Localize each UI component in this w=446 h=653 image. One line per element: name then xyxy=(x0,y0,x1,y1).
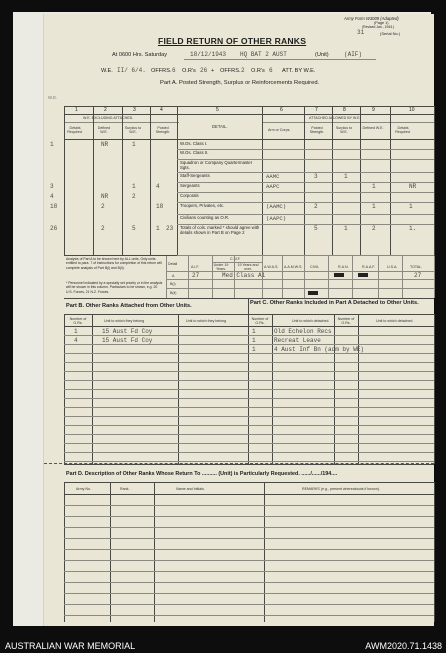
column-number: 1 xyxy=(75,107,78,113)
head-posted-strength: Posted Strength. xyxy=(155,126,171,134)
posted-strength-value: 18 xyxy=(156,203,164,210)
column-number: 8 xyxy=(343,107,346,113)
margin-figure: 4 xyxy=(50,193,54,200)
column-number: 2 xyxy=(104,107,107,113)
group-we-excluding: W.E. EXCLUDING ATTACHED. xyxy=(83,116,134,120)
surplus-value: 1 xyxy=(132,183,136,190)
margin-figure: 18 xyxy=(50,203,58,210)
detail-label: Troopers, Privates, etc. xyxy=(180,203,225,208)
defined-we-value: 2 xyxy=(101,225,105,232)
part-b-number-2: 4 xyxy=(74,337,78,344)
part-c-number-3: 1 xyxy=(252,346,256,353)
head-details-required: Details Required. xyxy=(67,126,83,134)
head-details-required-2: Details Required. xyxy=(395,126,411,134)
ors-label-2: O.R's xyxy=(251,68,265,74)
footer-source: AUSTRALIAN WAR MEMORIAL xyxy=(5,641,136,651)
analysis-row-b2: B(ii) xyxy=(170,291,177,295)
part-b-number-1: 1 xyxy=(74,328,78,335)
part-c-number-2: 1 xyxy=(252,337,256,344)
analysis-row-a: A xyxy=(172,274,175,278)
margin-figure: 3 xyxy=(50,183,54,190)
we-value: II/ 6/4. xyxy=(117,67,146,74)
we-margin-mark: W.E. xyxy=(48,95,58,100)
part-c-number-1: 1 xyxy=(252,328,256,335)
head-surplus: Surplus to W.E. xyxy=(124,126,142,134)
unit-name: HQ BAT 2 AUST xyxy=(240,51,287,58)
head-under-19: Under 19 Years. xyxy=(213,263,229,271)
part-b-unit-1: 15 Aust Fd Coy xyxy=(102,328,153,335)
head-usa: U.S.A. xyxy=(387,265,398,269)
part-c-head-unit: Unit to which detached. xyxy=(292,319,330,323)
ors-value-1: 26 xyxy=(200,67,208,74)
margin-figure: 1 xyxy=(50,141,54,148)
ors-value-2: 6 xyxy=(269,67,273,74)
detail-label: Sergeants xyxy=(180,183,200,188)
column-number: 7 xyxy=(315,107,318,113)
raaf-blackout-mark xyxy=(358,273,368,277)
attached-defined-value: 1 xyxy=(372,203,376,210)
part-b-head-unit-2: Unit to which they belong xyxy=(186,319,227,323)
group-attached: ATTACHED ALLOWED BY W.E. xyxy=(309,116,361,120)
head-total: TOTAL. xyxy=(410,265,423,269)
defined-we-value: NR xyxy=(101,141,109,148)
head-19-over: 19 Years and over. xyxy=(237,263,259,271)
attached-defined-value: 2 xyxy=(372,225,376,232)
part-c-title: Part C. Other Ranks Included in Part A Detached to Other Units. xyxy=(250,300,419,306)
analysis-detail-label: Detail xyxy=(168,262,178,266)
posted-strength-value: 1 xyxy=(156,225,160,232)
part-d-head-name: Name and Initials. xyxy=(176,487,205,491)
part-c-head-number: Number of O.Rs. xyxy=(251,317,269,325)
part-b-head-number: Number of O.Rs. xyxy=(69,317,87,325)
column-number: 3 xyxy=(133,107,136,113)
attached-posted-value: 5 xyxy=(314,225,318,232)
form-paper: Army Form W3009 (Adapted) (Page 1) (Revised Jan., 1943.) 31 (Serial No.) FIELD RETURN OF OTHER RANKS At 0600 Hrs. Saturday 18/12/1943 HQ BAT 2 AUST (Unit) (AIF) W.E. II/ 6/4. OFFRS. 6 O.R's 26 + OFFRS. 2 O.R's 6 ATT. BY W.E. Part A. Posted Strength, Surplus or Reinforcements Required. W.E. W.E. EXCLUDING ATTACHED. ATTACHED ALLOWED BY W.E. Details Required. Defined W.E. Surplus to W.E. Posted Strength. DETAIL. Arm or Corps. Posted Strength. Surplus to W.E. Defined W.E. Details Required. Analysis of Part A to be shown here by ALL units. Only units entitled to para. 7 of instructions for completion of this return will complete analysis of Part B(i) and B(ii). * Personnel indicated by a specially set priority or in the analysis will be shown in this column. Particulars to be shown, e.g. 20 U.S. Forces, 21 N.Z. Forces. Detail C.M.F. A.I.F. Under 19 Years. 19 Years and over. A.W.A.S. A.A.M.W.S. CIVIL R.A.N. R.A.A.F. U.S.A. TOTAL. A 27 Med Class A1 27 B(i) B(ii) Part B. Other Ranks Attached from Other Units. Part C. Other Ranks Included in Part A Detached to Other Units. Number of O.Rs. Unit to which they belong Unit to which they belong Number of O.Rs. Unit to which detached. Number of O.Rs. Unit to which detached. 1 15 Aust Fd Coy 4 15 Aust Fd Coy 1 Old Echelon Recs 1 Recreat Leave 1 4 Aust Inf Bn (adm by WE) Part D. Description of Other Ranks Whose Return To .......... (Unit) is Particularly Requested. ....../....../194.... Army No. Rank. Name and Initials. REMARKS (e.g., present whereabouts if known). 1 2 3 4 5 6 7 8 9 10 W.Os. Class I. 1 NR 1 W.Os. Class II. Squadron or Company Quartermaster Sgts. Staff-Sergeants AAMC 3 1 Sergeants 3 1 4 AAPC 1 NR Corporals 4 NR 2 Troopers, Privates, etc. 18 2 18 (AAMC) 2 1 1 Civilians counting as O.R. (AAPC) Totals of cols. marked * should agree with details shown in Part B on Page 2 26 2 5 1 23 5 1 2 1. xyxy=(44,14,434,626)
surplus-value: 5 xyxy=(132,225,136,232)
form-title: FIELD RETURN OF OTHER RANKS xyxy=(158,36,307,46)
head-posted-strength-2: Posted Strength. xyxy=(309,126,325,134)
unit-suffix: (AIF) xyxy=(344,51,363,58)
part-c-head-number-2: Number of O.Rs. xyxy=(337,317,355,325)
surplus-value: 2 xyxy=(132,193,136,200)
footer-bar xyxy=(0,639,446,653)
part-d-head-remarks: REMARKS (e.g., present whereabouts if known). xyxy=(302,487,380,491)
detail-label: Civilians counting as O.R. xyxy=(180,215,230,220)
attached-required-value: 1. xyxy=(409,225,417,232)
form-revised: (Revised Jan., 1943.) xyxy=(362,25,395,29)
detail-label: Squadron or Company Quartermaster Sgts. xyxy=(180,160,253,170)
part-b-title: Part B. Other Ranks Attached from Other Units. xyxy=(66,303,192,309)
analysis-note: Analysis of Part A to be shown here by ALL units. Only units entitled to para. 7 of instructions for completion of this return will complete analysis of Part B(i) and B(ii). xyxy=(66,257,162,270)
part-d-head-rank: Rank. xyxy=(120,487,130,491)
offrs-label-2: OFFRS. xyxy=(220,68,241,74)
head-ran: R.A.N. xyxy=(338,265,349,269)
column-number: 10 xyxy=(409,107,415,113)
we-label: W.E. xyxy=(101,68,113,74)
part-c-head-unit-2: Unit to which detached. xyxy=(376,319,414,323)
posted-strength-total: 23 xyxy=(166,225,174,232)
detail-label: W.Os. Class I. xyxy=(180,141,208,146)
arm-corps-value: AAPC xyxy=(266,183,280,190)
civil-blackout-mark xyxy=(308,291,318,295)
head-defined-we: Defined W.E. xyxy=(97,126,111,134)
part-c-unit-2: Recreat Leave xyxy=(274,337,321,344)
arm-corps-value: AAMC xyxy=(266,173,280,180)
head-aamws: A.A.M.W.S. xyxy=(284,265,303,269)
part-d-head-army-no: Army No. xyxy=(76,487,91,491)
column-number: 4 xyxy=(160,107,163,113)
analysis-note-2: * Personnel indicated by a specially set priority or in the analysis will be shown in this column. Particulars to be shown, e.g. 20 U.S. Forces, 21 N.Z. Forces. xyxy=(66,281,163,294)
head-detail: DETAIL. xyxy=(212,124,228,129)
offrs-label-1: OFFRS. xyxy=(151,68,172,74)
detail-label: Totals of cols. marked * should agree with details shown in Part B on Page 2 xyxy=(180,225,260,235)
arm-corps-value: (AAPC) xyxy=(266,215,287,222)
part-c-unit-3: 4 Aust Inf Bn (adm by WE) xyxy=(274,346,365,353)
attached-posted-value: 2 xyxy=(314,203,318,210)
detail-label: Corporals xyxy=(180,193,199,198)
margin-figure: 26 xyxy=(50,225,58,232)
analysis-cmf-text: Med Class A1 xyxy=(222,272,266,279)
attached-surplus-value: 1 xyxy=(344,225,348,232)
detail-label: W.Os. Class II. xyxy=(180,150,209,155)
att-label: ATT. BY W.E. xyxy=(282,68,316,74)
analysis-total-value: 27 xyxy=(414,272,422,279)
column-number: 5 xyxy=(216,107,219,113)
unit-label: (Unit) xyxy=(315,52,329,58)
head-raaf: R.A.A.F. xyxy=(362,265,376,269)
attached-required-value: NR xyxy=(409,183,417,190)
part-c-unit-1: Old Echelon Recs xyxy=(274,328,332,335)
defined-we-value: 2 xyxy=(101,203,105,210)
serial-value: 31 xyxy=(357,29,365,36)
analysis-aif-value: 27 xyxy=(192,272,200,279)
serial-label: (Serial No.) xyxy=(380,31,401,36)
head-civil: CIVIL xyxy=(310,265,319,269)
part-b-unit-2: 15 Aust Fd Coy xyxy=(102,337,153,344)
offrs-value-2: 2 xyxy=(241,67,245,74)
at-time-label: At 0600 Hrs. Saturday xyxy=(112,52,168,58)
part-a-title: Part A. Posted Strength, Surplus or Reinforcements Required. xyxy=(160,80,320,86)
part-b-head-unit: Unit to which they belong xyxy=(104,319,145,323)
head-arm-corps: Arm or Corps. xyxy=(268,128,291,132)
surplus-value: 1 xyxy=(132,141,136,148)
defined-we-value: NR xyxy=(101,193,109,200)
footer-reference: AWM2020.71.1438 xyxy=(365,641,442,651)
arm-corps-value: (AAMC) xyxy=(266,203,287,210)
form-reference: Army Form W3009 (Adapted) xyxy=(344,16,399,21)
head-awas: A.W.A.S. xyxy=(264,265,279,269)
attached-defined-value: 1 xyxy=(372,183,376,190)
head-defined-we-2: Defined W.E. xyxy=(362,126,384,130)
ors-label-1: O.R's xyxy=(182,68,196,74)
part-d-title: Part D. Description of Other Ranks Whose Return To .......... (Unit) is Particularly Requested. ....../....../194.... xyxy=(66,471,338,477)
analysis-cmf-label: C.M.F. xyxy=(230,257,241,261)
attached-required-value: 1 xyxy=(409,203,413,210)
form-page: (Page 1) xyxy=(374,21,389,25)
column-number: 6 xyxy=(280,107,283,113)
posted-strength-value: 4 xyxy=(156,183,160,190)
analysis-row-b1: B(i) xyxy=(170,282,176,286)
offrs-value-1: 6 xyxy=(172,67,176,74)
detail-label: Staff-Sergeants xyxy=(180,173,210,178)
column-number: 9 xyxy=(372,107,375,113)
attached-posted-value: 3 xyxy=(314,173,318,180)
ran-blackout-mark xyxy=(334,273,344,277)
head-surplus-2: Surplus to W.E. xyxy=(335,126,353,134)
head-aif: A.I.F. xyxy=(191,265,200,269)
attached-surplus-value: 1 xyxy=(344,173,348,180)
return-date: 18/12/1943 xyxy=(190,51,227,58)
